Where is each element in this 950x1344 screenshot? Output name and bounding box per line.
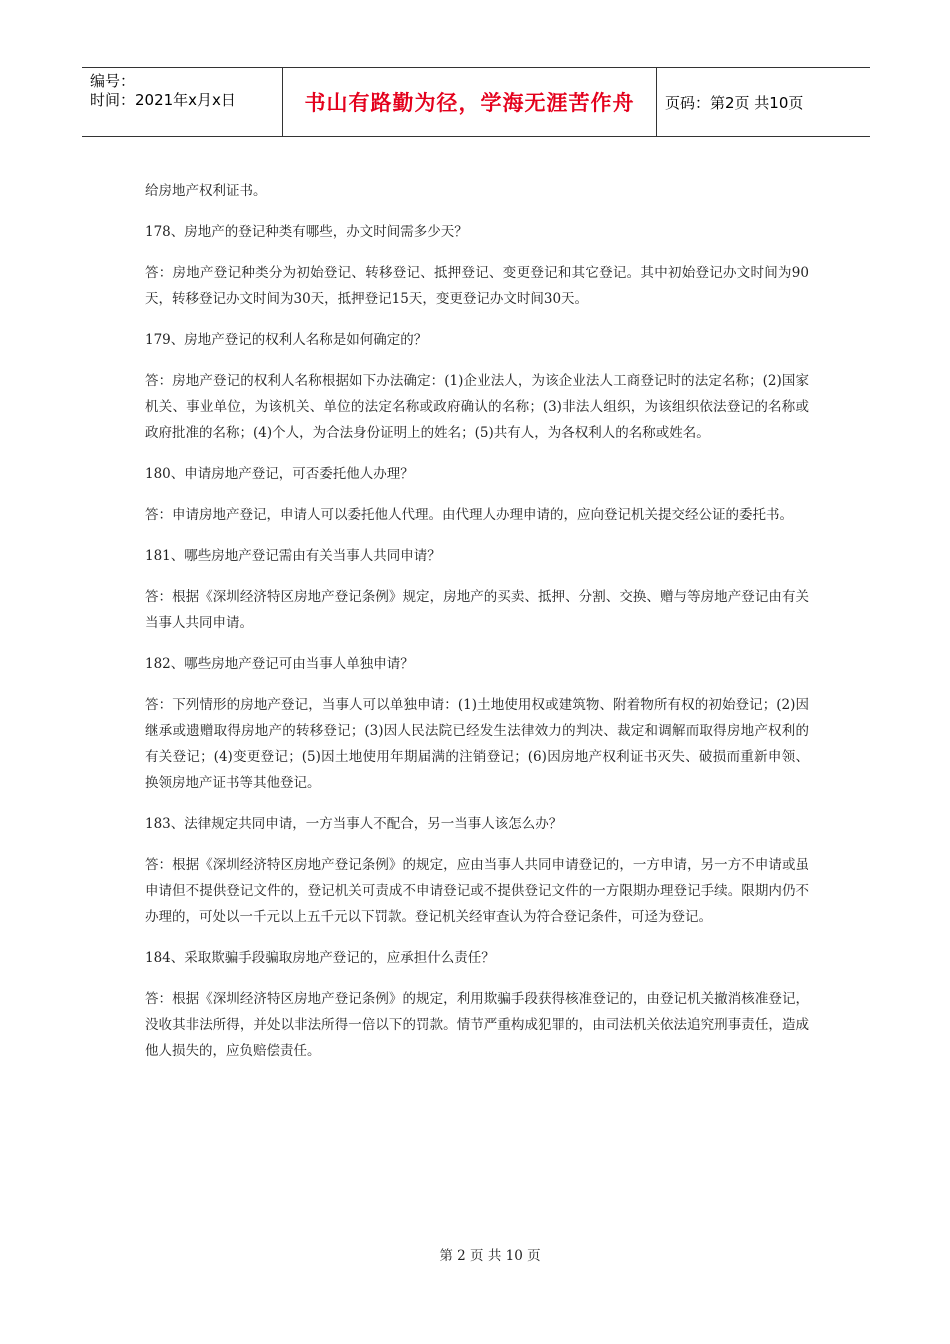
question-178: 178、房地产的登记种类有哪些，办文时间需多少天？ xyxy=(145,224,468,240)
answer-184: 答：根据《深圳经济特区房地产登记条例》的规定，利用欺骗手段获得核准登记的，由登记机关撤消核准登记，没收其非法所得，并处以非法所得一倍以下的罚款。情节严重构成犯罪的，由司法机关依法追究刑事责任，造成他人损失的，应负赔偿责任。 xyxy=(145,991,809,1059)
answer-183: 答：根据《深圳经济特区房地产登记条例》的规定，应由当事人共同申请登记的，一方申请，另一方不申请或虽申请但不提供登记文件的，登记机关可责成不申请登记或不提供登记文件的一方限期办理登记手续。限期内仍不办理的，可处以一千元以上五千元以下罚款。登记机关经审查认为符合登记条件，可迳为登记。 xyxy=(145,857,809,925)
question-179: 179、房地产登记的权利人名称是如何确定的？ xyxy=(145,332,428,348)
header-page-info: 页码：第2页 共10页 xyxy=(665,93,804,112)
question-182: 182、哪些房地产登记可由当事人单独申请？ xyxy=(145,656,414,672)
question-180: 180、申请房地产登记，可否委托他人办理？ xyxy=(145,466,414,482)
header-meta xyxy=(82,68,283,136)
answer-179: 答：房地产登记的权利人名称根据如下办法确定：(1)企业法人，为该企业法人工商登记时的法定名称；(2)国家机关、事业单位，为该机关、单位的法定名称或政府确认的名称；(3)非法人组织，为该组织依法登记的名称或政府批准的名称；(4)个人，为合法身份证明上的姓名；(5)共有人，为各权利人的名称或姓名。 xyxy=(145,373,809,441)
question-184: 184、采取欺骗手段骗取房地产登记的，应承担什么责任？ xyxy=(145,950,495,966)
answer-181: 答：根据《深圳经济特区房地产登记条例》规定，房地产的买卖、抵押、分割、交换、赠与等房地产登记由有关当事人共同申请。 xyxy=(145,589,809,631)
answer-178: 答：房地产登记种类分为初始登记、转移登记、抵押登记、变更登记和其它登记。其中初始登记办文时间为90天，转移登记办文时间为30天，抵押登记15天，变更登记办文时间30天。 xyxy=(145,265,809,307)
header-motto: 书山有路勤为径，学海无涯苦作舟 xyxy=(304,91,635,115)
answer-180: 答：申请房地产登记，申请人可以委托他人代理。由代理人办理申请的，应向登记机关提交经公证的委托书。 xyxy=(145,507,793,523)
document-body xyxy=(145,178,809,1079)
paragraph: 给房地产权利证书。 xyxy=(145,183,267,199)
page-footer: 第 2 页 共 10 页 xyxy=(439,1248,541,1264)
page-header xyxy=(82,67,870,137)
document-date: 时间：2021年x月x日 xyxy=(90,91,236,109)
answer-182: 答：下列情形的房地产登记，当事人可以单独申请：(1)土地使用权或建筑物、附着物所有权的初始登记；(2)因继承或遗赠取得房地产的转移登记；(3)因人民法院已经发生法律效力的判决、裁定和调解而取得房地产权利的有关登记；(4)变更登记；(5)因土地使用年期届满的注销登记；(6)因房地产权利证书灭失、破损而重新申领、换领房地产证书等其他登记。 xyxy=(145,697,809,791)
question-181: 181、哪些房地产登记需由有关当事人共同申请？ xyxy=(145,548,441,564)
document-number-label: 编号： xyxy=(90,72,136,90)
question-183: 183、法律规定共同申请，一方当事人不配合，另一当事人该怎么办？ xyxy=(145,816,563,832)
header-motto-cell xyxy=(283,68,657,136)
